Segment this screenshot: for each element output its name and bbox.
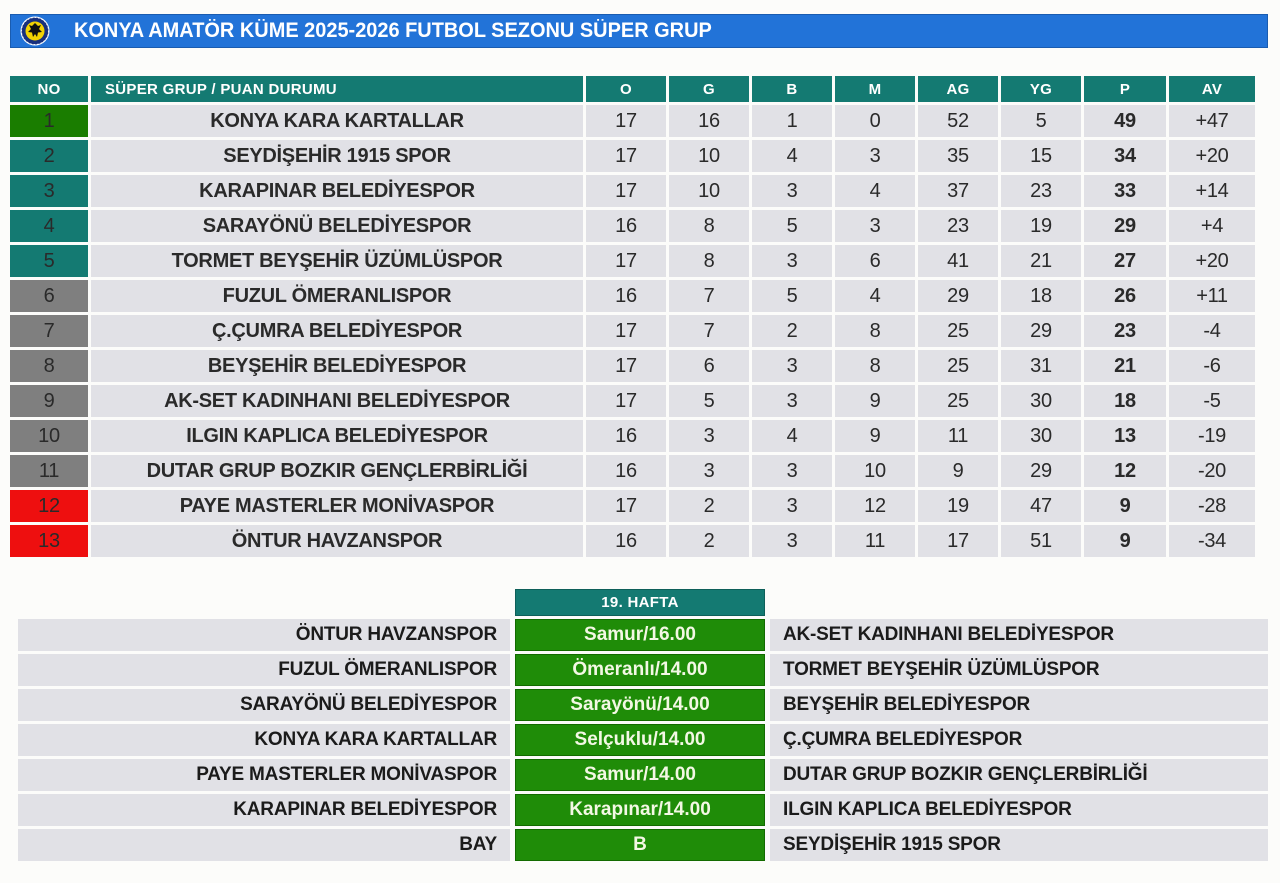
drawn-cell: 4 [752, 420, 832, 452]
points-cell: 23 [1084, 315, 1166, 347]
table-row [10, 315, 1255, 347]
venue-time-badge: Karapınar/14.00 [515, 794, 765, 826]
team-name-cell: DUTAR GRUP BOZKIR GENÇLERBİRLİĞİ [91, 455, 583, 487]
home-team: KONYA KARA KARTALLAR [18, 724, 510, 756]
fixture-row [10, 794, 1268, 826]
rank-cell: 11 [10, 455, 88, 487]
team-name-cell: ILGIN KAPLICA BELEDİYESPOR [91, 420, 583, 452]
goals-for-cell: 23 [918, 210, 998, 242]
goals-for-cell: 37 [918, 175, 998, 207]
played-cell: 16 [586, 280, 666, 312]
fixture-row [10, 829, 1268, 861]
col-header-goals-against: YG [1001, 76, 1081, 102]
table-row [10, 140, 1255, 172]
venue-time-badge: Samur/16.00 [515, 619, 765, 651]
away-team: DUTAR GRUP BOZKIR GENÇLERBİRLİĞİ [770, 759, 1268, 791]
col-header-goals-for: AG [918, 76, 998, 102]
drawn-cell: 3 [752, 350, 832, 382]
home-team: SARAYÖNÜ BELEDİYESPOR [18, 689, 510, 721]
won-cell: 16 [669, 105, 749, 137]
drawn-cell: 5 [752, 280, 832, 312]
drawn-cell: 4 [752, 140, 832, 172]
home-team: FUZUL ÖMERANLISPOR [18, 654, 510, 686]
lost-cell: 8 [835, 350, 915, 382]
played-cell: 16 [586, 525, 666, 557]
won-cell: 6 [669, 350, 749, 382]
team-name-cell: ÖNTUR HAVZANSPOR [91, 525, 583, 557]
team-name-cell: SARAYÖNÜ BELEDİYESPOR [91, 210, 583, 242]
table-row [10, 245, 1255, 277]
rank-cell: 8 [10, 350, 88, 382]
table-row [10, 350, 1255, 382]
rank-cell: 1 [10, 105, 88, 137]
home-team: ÖNTUR HAVZANSPOR [18, 619, 510, 651]
home-team: BAY [18, 829, 510, 861]
col-header-won: G [669, 76, 749, 102]
rank-cell: 6 [10, 280, 88, 312]
table-row [10, 455, 1255, 487]
played-cell: 16 [586, 420, 666, 452]
team-name-cell: KONYA KARA KARTALLAR [91, 105, 583, 137]
lost-cell: 8 [835, 315, 915, 347]
rank-cell: 13 [10, 525, 88, 557]
fixture-row [10, 724, 1268, 756]
rank-cell: 3 [10, 175, 88, 207]
table-row [10, 385, 1255, 417]
points-cell: 12 [1084, 455, 1166, 487]
goals-for-cell: 19 [918, 490, 998, 522]
won-cell: 10 [669, 140, 749, 172]
goal-diff-cell: +11 [1169, 280, 1255, 312]
goals-against-cell: 31 [1001, 350, 1081, 382]
away-team: Ç.ÇUMRA BELEDİYESPOR [770, 724, 1268, 756]
goal-diff-cell: +20 [1169, 140, 1255, 172]
points-cell: 21 [1084, 350, 1166, 382]
goals-for-cell: 52 [918, 105, 998, 137]
goal-diff-cell: -4 [1169, 315, 1255, 347]
lost-cell: 0 [835, 105, 915, 137]
played-cell: 16 [586, 455, 666, 487]
away-team: AK-SET KADINHANI BELEDİYESPOR [770, 619, 1268, 651]
won-cell: 8 [669, 210, 749, 242]
won-cell: 3 [669, 420, 749, 452]
goals-for-cell: 35 [918, 140, 998, 172]
points-cell: 9 [1084, 490, 1166, 522]
fixture-row [10, 759, 1268, 791]
table-row [10, 420, 1255, 452]
won-cell: 10 [669, 175, 749, 207]
goal-diff-cell: +4 [1169, 210, 1255, 242]
team-name-cell: SEYDİŞEHİR 1915 SPOR [91, 140, 583, 172]
played-cell: 17 [586, 315, 666, 347]
club-crest-icon [20, 16, 50, 46]
drawn-cell: 3 [752, 455, 832, 487]
points-cell: 34 [1084, 140, 1166, 172]
goals-against-cell: 47 [1001, 490, 1081, 522]
goals-against-cell: 15 [1001, 140, 1081, 172]
won-cell: 5 [669, 385, 749, 417]
team-name-cell: KARAPINAR BELEDİYESPOR [91, 175, 583, 207]
won-cell: 3 [669, 455, 749, 487]
col-header-group-title: SÜPER GRUP / PUAN DURUMU [91, 76, 583, 102]
page-title: KONYA AMATÖR KÜME 2025-2026 FUTBOL SEZONU SÜPER GRUP [74, 19, 712, 42]
points-cell: 9 [1084, 525, 1166, 557]
points-cell: 33 [1084, 175, 1166, 207]
points-cell: 49 [1084, 105, 1166, 137]
fixture-row [10, 654, 1268, 686]
drawn-cell: 3 [752, 525, 832, 557]
played-cell: 17 [586, 245, 666, 277]
team-name-cell: TORMET BEYŞEHİR ÜZÜMLÜSPOR [91, 245, 583, 277]
standings-header-row [10, 76, 1255, 102]
lost-cell: 9 [835, 420, 915, 452]
col-header-goal-diff: AV [1169, 76, 1255, 102]
drawn-cell: 1 [752, 105, 832, 137]
team-name-cell: AK-SET KADINHANI BELEDİYESPOR [91, 385, 583, 417]
table-row [10, 525, 1255, 557]
played-cell: 16 [586, 210, 666, 242]
home-team: PAYE MASTERLER MONİVASPOR [18, 759, 510, 791]
points-cell: 26 [1084, 280, 1166, 312]
venue-time-badge: B [515, 829, 765, 861]
goal-diff-cell: -20 [1169, 455, 1255, 487]
won-cell: 7 [669, 315, 749, 347]
team-name-cell: BEYŞEHİR BELEDİYESPOR [91, 350, 583, 382]
goals-for-cell: 25 [918, 350, 998, 382]
goals-against-cell: 29 [1001, 455, 1081, 487]
team-name-cell: Ç.ÇUMRA BELEDİYESPOR [91, 315, 583, 347]
played-cell: 17 [586, 140, 666, 172]
goals-for-cell: 25 [918, 385, 998, 417]
away-team: SEYDİŞEHİR 1915 SPOR [770, 829, 1268, 861]
goal-diff-cell: -6 [1169, 350, 1255, 382]
drawn-cell: 3 [752, 245, 832, 277]
lost-cell: 3 [835, 210, 915, 242]
drawn-cell: 3 [752, 175, 832, 207]
venue-time-badge: Ömeranlı/14.00 [515, 654, 765, 686]
table-row [10, 280, 1255, 312]
title-bar [10, 14, 1268, 48]
rank-cell: 5 [10, 245, 88, 277]
week-header: 19. HAFTA [515, 589, 765, 616]
won-cell: 2 [669, 490, 749, 522]
lost-cell: 12 [835, 490, 915, 522]
rank-cell: 10 [10, 420, 88, 452]
drawn-cell: 2 [752, 315, 832, 347]
rank-cell: 4 [10, 210, 88, 242]
played-cell: 17 [586, 490, 666, 522]
away-team: ILGIN KAPLICA BELEDİYESPOR [770, 794, 1268, 826]
col-header-lost: M [835, 76, 915, 102]
venue-time-badge: Samur/14.00 [515, 759, 765, 791]
points-cell: 13 [1084, 420, 1166, 452]
played-cell: 17 [586, 175, 666, 207]
venue-time-badge: Sarayönü/14.00 [515, 689, 765, 721]
drawn-cell: 3 [752, 385, 832, 417]
lost-cell: 6 [835, 245, 915, 277]
goals-for-cell: 41 [918, 245, 998, 277]
goal-diff-cell: -5 [1169, 385, 1255, 417]
goals-against-cell: 29 [1001, 315, 1081, 347]
fixtures-section [10, 589, 1268, 861]
fixture-row [10, 619, 1268, 651]
goals-against-cell: 19 [1001, 210, 1081, 242]
goal-diff-cell: -28 [1169, 490, 1255, 522]
goals-for-cell: 17 [918, 525, 998, 557]
won-cell: 2 [669, 525, 749, 557]
drawn-cell: 3 [752, 490, 832, 522]
team-name-cell: FUZUL ÖMERANLISPOR [91, 280, 583, 312]
goals-against-cell: 5 [1001, 105, 1081, 137]
goals-against-cell: 21 [1001, 245, 1081, 277]
won-cell: 7 [669, 280, 749, 312]
goal-diff-cell: -19 [1169, 420, 1255, 452]
goals-against-cell: 51 [1001, 525, 1081, 557]
rank-cell: 2 [10, 140, 88, 172]
won-cell: 8 [669, 245, 749, 277]
goal-diff-cell: +47 [1169, 105, 1255, 137]
goals-for-cell: 9 [918, 455, 998, 487]
lost-cell: 10 [835, 455, 915, 487]
goals-for-cell: 25 [918, 315, 998, 347]
home-team: KARAPINAR BELEDİYESPOR [18, 794, 510, 826]
points-cell: 18 [1084, 385, 1166, 417]
rank-cell: 12 [10, 490, 88, 522]
lost-cell: 3 [835, 140, 915, 172]
points-cell: 27 [1084, 245, 1166, 277]
standings-table [7, 73, 1258, 560]
lost-cell: 4 [835, 280, 915, 312]
col-header-played: O [586, 76, 666, 102]
points-cell: 29 [1084, 210, 1166, 242]
played-cell: 17 [586, 350, 666, 382]
goals-against-cell: 30 [1001, 420, 1081, 452]
goal-diff-cell: +14 [1169, 175, 1255, 207]
rank-cell: 7 [10, 315, 88, 347]
goal-diff-cell: +20 [1169, 245, 1255, 277]
away-team: TORMET BEYŞEHİR ÜZÜMLÜSPOR [770, 654, 1268, 686]
played-cell: 17 [586, 105, 666, 137]
goals-for-cell: 29 [918, 280, 998, 312]
table-row [10, 175, 1255, 207]
goals-for-cell: 11 [918, 420, 998, 452]
col-header-points: P [1084, 76, 1166, 102]
away-team: BEYŞEHİR BELEDİYESPOR [770, 689, 1268, 721]
goals-against-cell: 23 [1001, 175, 1081, 207]
venue-time-badge: Selçuklu/14.00 [515, 724, 765, 756]
lost-cell: 11 [835, 525, 915, 557]
table-row [10, 105, 1255, 137]
fixture-row [10, 689, 1268, 721]
goals-against-cell: 30 [1001, 385, 1081, 417]
col-header-no: NO [10, 76, 88, 102]
drawn-cell: 5 [752, 210, 832, 242]
table-row [10, 210, 1255, 242]
goals-against-cell: 18 [1001, 280, 1081, 312]
played-cell: 17 [586, 385, 666, 417]
lost-cell: 9 [835, 385, 915, 417]
rank-cell: 9 [10, 385, 88, 417]
lost-cell: 4 [835, 175, 915, 207]
col-header-drawn: B [752, 76, 832, 102]
goal-diff-cell: -34 [1169, 525, 1255, 557]
team-name-cell: PAYE MASTERLER MONİVASPOR [91, 490, 583, 522]
table-row [10, 490, 1255, 522]
